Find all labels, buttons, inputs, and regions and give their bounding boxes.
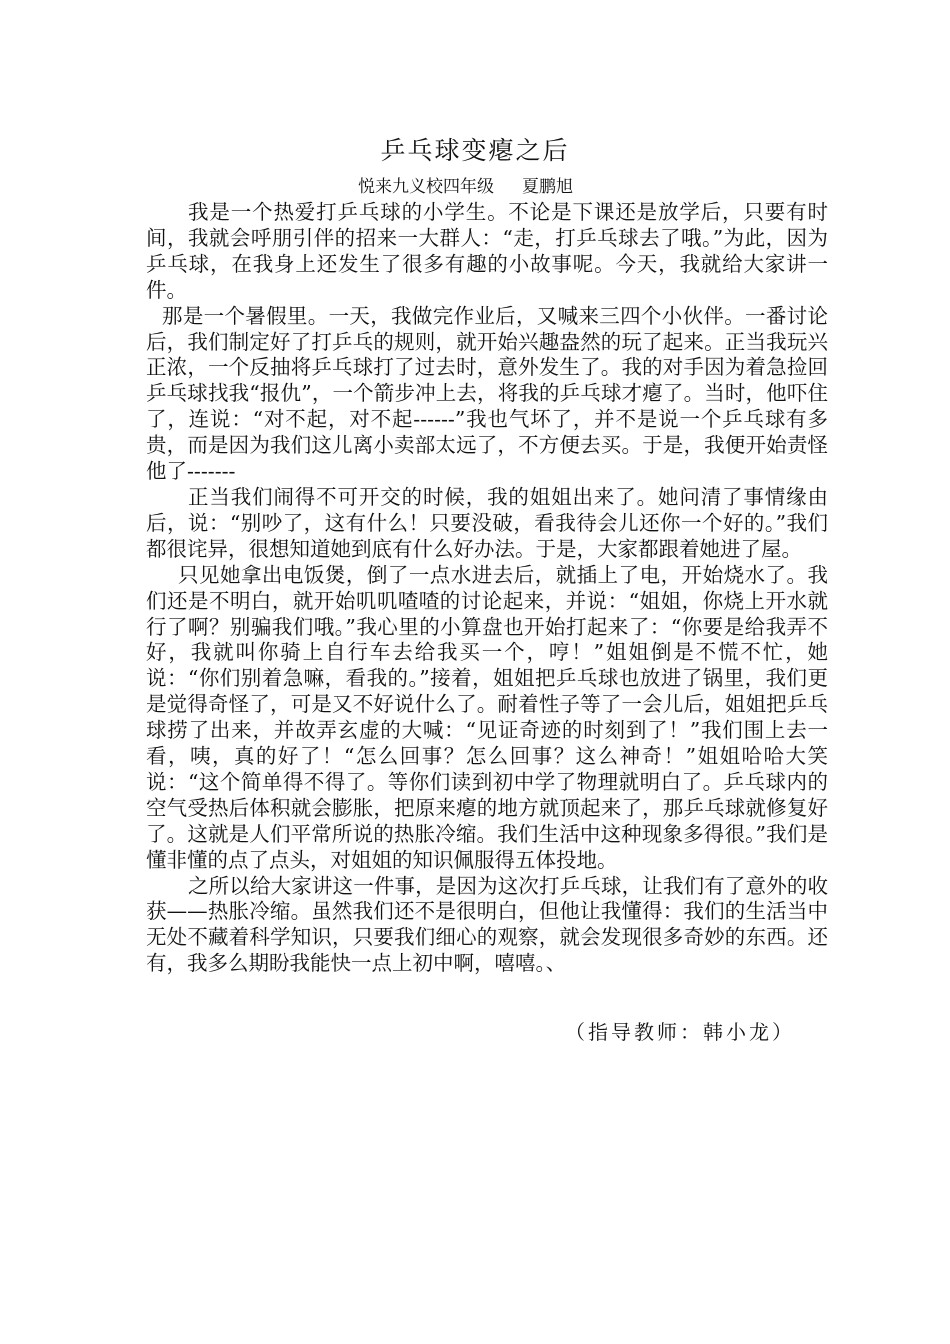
author-name: 夏鹏旭 xyxy=(522,177,573,197)
paragraph: 之所以给大家讲这一件事，是因为这次打乒乓球，让我们有了意外的收获——热胀冷缩。虽然我们还不是很明白，但他让我懂得：我们的生活当中无处不藏着科学知识，只要我们细心的观察，就会发现很多奇妙的东西。还有，我多么期盼我能快一点上初中啊，嘻嘻。、 xyxy=(146,873,828,976)
paragraph: 只见她拿出电饭煲，倒了一点水进去后，就插上了电，开始烧水了。我们还是不明白，就开始叽叽喳喳的讨论起来，并说：“姐姐，你烧上开水就行了啊？别骗我们哦。”我心里的小算盘也开始打起来了：“你要是给我弄不好，我就叫你骑上自行车去给我买一个，哼！”姐姐倒是不慌不忙，她说：“你们别着急嘛，看我的。”接着，姐姐把乒乓球也放进了锅里，我们更是觉得奇怪了，可是又不好说什么了。耐着性子等了一会儿后，姐姐把乒乓球捞了出来，并故弄玄虚的大喊：“见证奇迹的时刻到了！”我们围上去一看，咦，真的好了！“怎么回事？怎么回事？这么神奇！”姐姐哈哈大笑说：“这个简单得不得了。等你们读到初中学了物理就明白了。乒乓球内的空气受热后体积就会膨胀，把原来瘪的地方就顶起来了，那乒乓球就修复好了。这就是人们平常所说的热胀冷缩。我们生活中这种现象多得很。”我们是懂非懂的点了点头，对姐姐的知识佩服得五体投地。 xyxy=(146,562,828,872)
school-grade: 悦来九义校四年级 xyxy=(358,177,494,197)
essay-title: 乒乓球变瘪之后 xyxy=(380,136,570,165)
byline xyxy=(358,176,573,198)
paragraph: 正当我们闹得不可开交的时候，我的姐姐出来了。她问清了事情缘由后，说：“别吵了，这有什么！只要没破，看我待会儿还你一个好的。”我们都很诧异，很想知道她到底有什么好办法。于是，大家都跟着她进了屋。 xyxy=(146,484,828,561)
paragraph: 我是一个热爱打乒乓球的小学生。不论是下课还是放学后，只要有时间，我就会呼朋引伴的招来一大群人：“走，打乒乓球去了哦。”为此，因为乒乓球，在我身上还发生了很多有趣的小故事呢。今天，我就给大家讲一件。 xyxy=(146,200,828,302)
essay-body xyxy=(146,200,828,977)
teacher-note: （指导教师：韩小龙） xyxy=(565,1020,795,1044)
paragraph: 那是一个暑假里。一天，我做完作业后，又喊来三四个小伙伴。一番讨论后，我们制定好了打乒乓的规则，就开始兴趣盎然的玩了起来。正当我玩兴正浓，一个反抽将乒乓球打了过去时，意外发生了。我的对手因为着急捡回乒乓球找我“报仇”，一个箭步冲上去，将我的乒乓球才瘪了。当时，他吓住了，连说：“对不起，对不起------”我也气坏了，并不是说一个乒乓球有多贵，而是因为我们这儿离小卖部太远了，不方便去买。于是，我便开始责怪他了------- xyxy=(146,303,828,484)
